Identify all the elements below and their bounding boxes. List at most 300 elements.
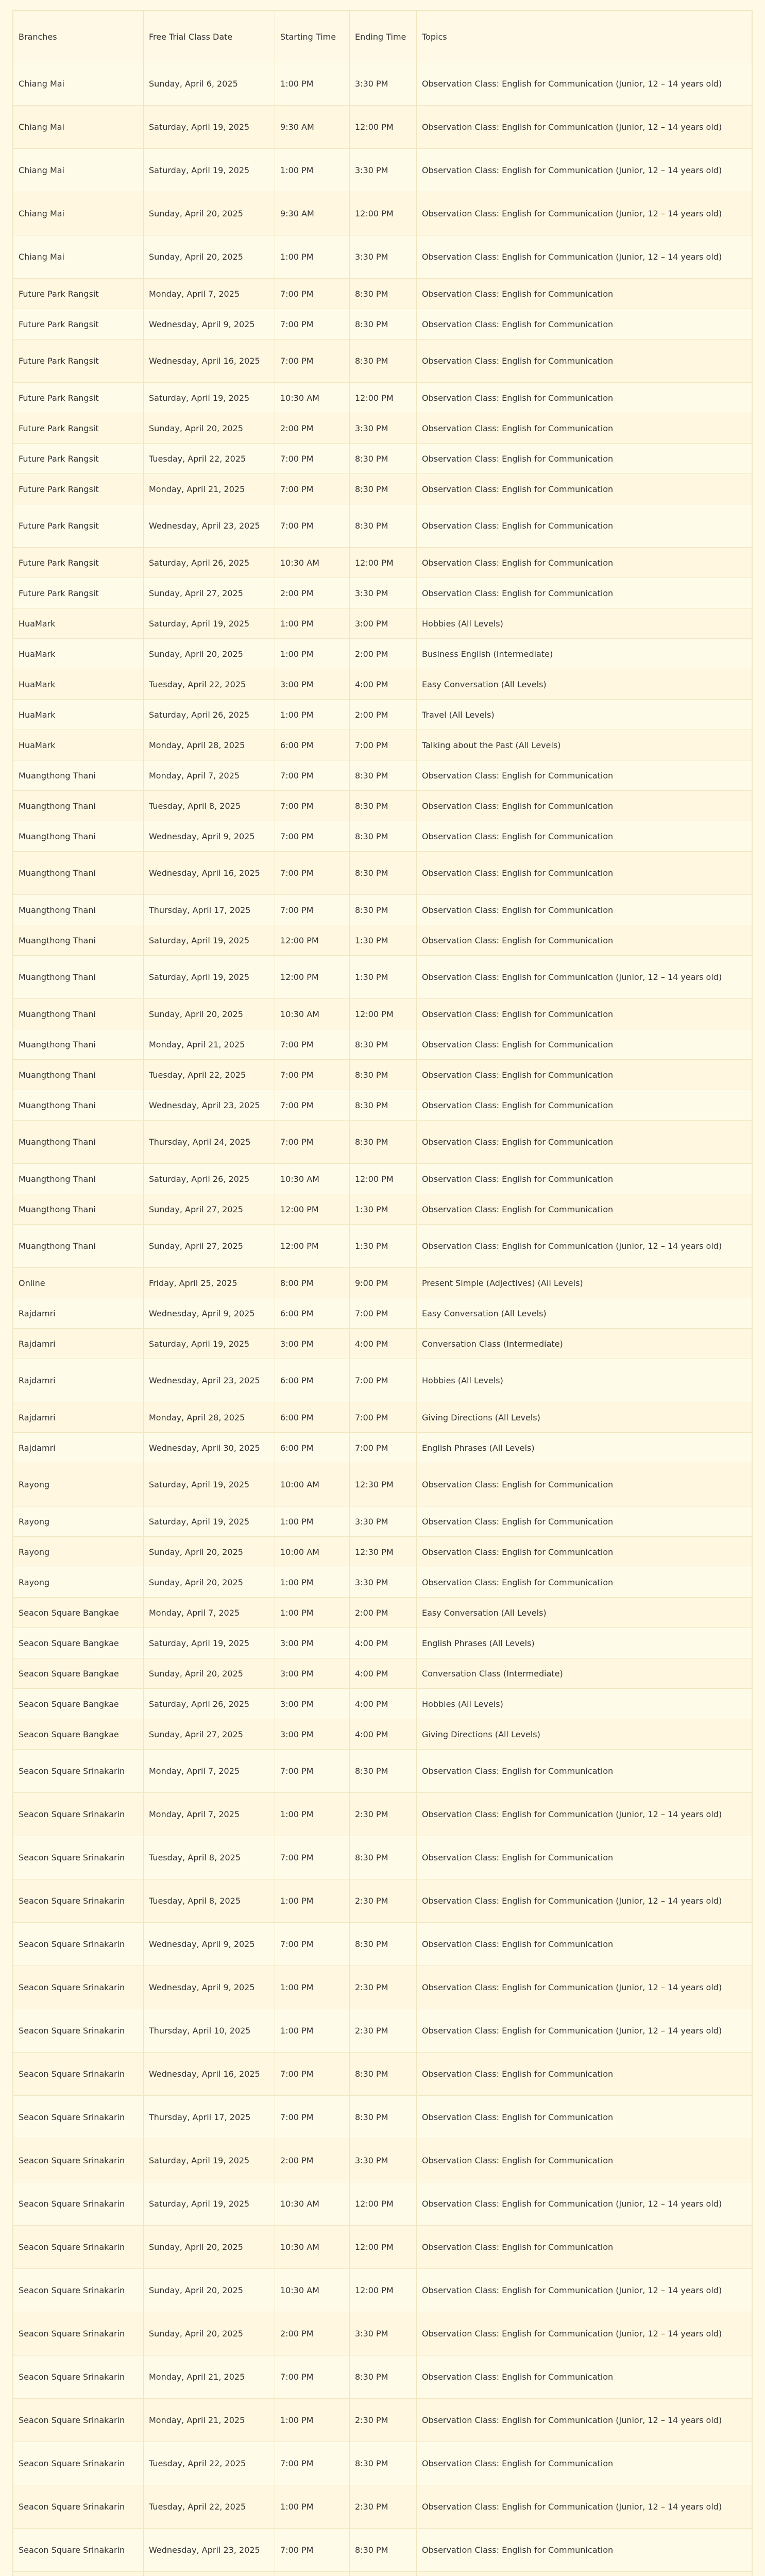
table-row bbox=[13, 700, 752, 730]
cell-date: Tuesday, April 22, 2025 bbox=[144, 444, 275, 474]
cell-branch: Future Park Rangsit bbox=[13, 279, 144, 309]
cell-branch: Muangthong Thani bbox=[13, 999, 144, 1029]
cell-branch: Future Park Rangsit bbox=[13, 383, 144, 413]
table-row bbox=[13, 821, 752, 852]
table-row bbox=[13, 1598, 752, 1628]
cell-date: Saturday, April 19, 2025 bbox=[144, 1329, 275, 1359]
cell-start-time: 10:30 AM bbox=[275, 2226, 350, 2269]
cell-end-time: 1:30 PM bbox=[350, 956, 417, 999]
cell-branch: Rajdamri bbox=[13, 1433, 144, 1463]
cell-branch: Seacon Square Bangkae bbox=[13, 1628, 144, 1658]
cell-end-time: 8:30 PM bbox=[350, 2442, 417, 2485]
cell-end-time: 4:00 PM bbox=[350, 1719, 417, 1750]
table-row bbox=[13, 2529, 752, 2572]
cell-end-time: 4:00 PM bbox=[350, 1689, 417, 1719]
cell-branch: Rajdamri bbox=[13, 1359, 144, 1402]
cell-topic: Observation Class: English for Communication bbox=[417, 999, 752, 1029]
cell-topic: Observation Class: English for Communication bbox=[417, 504, 752, 548]
cell-start-time: 10:30 AM bbox=[275, 383, 350, 413]
table-body bbox=[13, 62, 752, 2576]
cell-start-time: 7:00 PM bbox=[275, 1923, 350, 1966]
cell-branch: Rajdamri bbox=[13, 1402, 144, 1433]
cell-date: Sunday, April 20, 2025 bbox=[144, 192, 275, 235]
cell-start-time: 6:00 PM bbox=[275, 1402, 350, 1433]
cell-branch: Muangthong Thani bbox=[13, 760, 144, 791]
cell-end-time: 7:00 PM bbox=[350, 1359, 417, 1402]
cell-end-time: 2:30 PM bbox=[350, 2399, 417, 2442]
cell-topic: Observation Class: English for Communication (Junior, 12 – 14 years old) bbox=[417, 2269, 752, 2312]
cell-end-time: 2:00 PM bbox=[350, 700, 417, 730]
cell-branch: Future Park Rangsit bbox=[13, 309, 144, 340]
cell-end-time: 8:30 PM bbox=[350, 309, 417, 340]
cell-start-time: 6:00 PM bbox=[275, 730, 350, 760]
table-row bbox=[13, 309, 752, 340]
table-row bbox=[13, 192, 752, 235]
cell-topic: Observation Class: English for Communication bbox=[417, 383, 752, 413]
cell-start-time: 7:00 PM bbox=[275, 1750, 350, 1793]
table-row bbox=[13, 1567, 752, 1598]
cell-start-time: 1:00 PM bbox=[275, 235, 350, 279]
cell-branch: Seacon Square Srinakarin bbox=[13, 1793, 144, 1836]
cell-end-time: 8:30 PM bbox=[350, 504, 417, 548]
cell-topic: Observation Class: English for Communication bbox=[417, 1029, 752, 1060]
table-row bbox=[13, 1506, 752, 1537]
cell-start-time: 12:00 PM bbox=[275, 1194, 350, 1225]
cell-start-time: 7:00 PM bbox=[275, 895, 350, 925]
cell-branch: Seacon Square Srinakarin bbox=[13, 2312, 144, 2355]
table-row bbox=[13, 340, 752, 383]
cell-branch: Muangthong Thani bbox=[13, 1194, 144, 1225]
cell-end-time: 8:30 PM bbox=[350, 1750, 417, 1793]
cell-end-time: 2:30 PM bbox=[350, 2485, 417, 2529]
cell-date: Wednesday, April 16, 2025 bbox=[144, 340, 275, 383]
cell-branch: Seacon Square Srinakarin bbox=[13, 2442, 144, 2485]
cell-topic: Conversation Class (Intermediate) bbox=[417, 1658, 752, 1689]
cell-start-time: 10:30 AM bbox=[275, 1164, 350, 1194]
cell-branch: Muangthong Thani bbox=[13, 852, 144, 895]
table-row bbox=[13, 2139, 752, 2182]
table-row bbox=[13, 2485, 752, 2529]
cell-end-time: 3:30 PM bbox=[350, 1506, 417, 1537]
cell-start-time: 1:00 PM bbox=[275, 2399, 350, 2442]
cell-branch: Muangthong Thani bbox=[13, 925, 144, 956]
cell-date: Saturday, April 26, 2025 bbox=[144, 1689, 275, 1719]
cell-topic: Talking about the Past (All Levels) bbox=[417, 730, 752, 760]
cell-branch: Seacon Square Srinakarin bbox=[13, 1750, 144, 1793]
cell-start-time: 1:00 PM bbox=[275, 1879, 350, 1923]
cell-end-time: 1:30 PM bbox=[350, 1225, 417, 1268]
cell-topic: Hobbies (All Levels) bbox=[417, 1689, 752, 1719]
cell-date: Tuesday, April 8, 2025 bbox=[144, 1879, 275, 1923]
cell-end-time: 12:00 PM bbox=[350, 548, 417, 578]
cell-topic: Observation Class: English for Communication (Junior, 12 – 14 years old) bbox=[417, 2399, 752, 2442]
cell-start-time: 3:00 PM bbox=[275, 1689, 350, 1719]
cell-start-time: 2:00 PM bbox=[275, 2139, 350, 2182]
table-row bbox=[13, 2399, 752, 2442]
cell-end-time: 8:30 PM bbox=[350, 474, 417, 504]
cell-start-time: 2:00 PM bbox=[275, 413, 350, 444]
cell-end-time: 8:30 PM bbox=[350, 895, 417, 925]
cell-branch: Seacon Square Bangkae bbox=[13, 1689, 144, 1719]
cell-date: Thursday, April 17, 2025 bbox=[144, 2096, 275, 2139]
table-row bbox=[13, 1658, 752, 1689]
cell-date: Friday, April 25, 2025 bbox=[144, 1268, 275, 1298]
cell-branch: Future Park Rangsit bbox=[13, 340, 144, 383]
cell-date: Monday, April 7, 2025 bbox=[144, 1598, 275, 1628]
table-row bbox=[13, 383, 752, 413]
cell-branch: HuaMark bbox=[13, 700, 144, 730]
cell-end-time: 12:00 PM bbox=[350, 383, 417, 413]
cell-date: Sunday, April 27, 2025 bbox=[144, 578, 275, 608]
cell-start-time: 1:00 PM bbox=[275, 1793, 350, 1836]
cell-start-time: 7:00 PM bbox=[275, 1029, 350, 1060]
cell-start-time: 9:30 AM bbox=[275, 192, 350, 235]
cell-date: Saturday, April 19, 2025 bbox=[144, 2182, 275, 2226]
table-row bbox=[13, 279, 752, 309]
cell-end-time: 8:30 PM bbox=[350, 821, 417, 852]
cell-topic: Observation Class: English for Communication bbox=[417, 1164, 752, 1194]
cell-end-time: 3:30 PM bbox=[350, 149, 417, 192]
table-row bbox=[13, 413, 752, 444]
cell-branch: Seacon Square Srinakarin bbox=[13, 1923, 144, 1966]
cell-topic: Observation Class: English for Communication (Junior, 12 – 14 years old) bbox=[417, 106, 752, 149]
cell-start-time bbox=[275, 2572, 350, 2576]
cell-topic: Present Simple (Adjectives) (All Levels) bbox=[417, 1268, 752, 1298]
table-row bbox=[13, 474, 752, 504]
cell-start-time: 7:00 PM bbox=[275, 1060, 350, 1090]
cell-branch: Rajdamri bbox=[13, 1329, 144, 1359]
cell-topic: Easy Conversation (All Levels) bbox=[417, 1298, 752, 1329]
cell-end-time: 3:30 PM bbox=[350, 2139, 417, 2182]
table-row bbox=[13, 2355, 752, 2399]
cell-branch: HuaMark bbox=[13, 639, 144, 669]
cell-start-time: 10:30 AM bbox=[275, 2269, 350, 2312]
table-row bbox=[13, 1194, 752, 1225]
cell-topic: Observation Class: English for Communication bbox=[417, 1923, 752, 1966]
cell-topic: Observation Class: English for Communication (Junior, 12 – 14 years old) bbox=[417, 1966, 752, 2009]
cell-end-time: 8:30 PM bbox=[350, 279, 417, 309]
cell-end-time: 1:30 PM bbox=[350, 1194, 417, 1225]
header-starting-time: Starting Time bbox=[275, 11, 350, 62]
table-row bbox=[13, 444, 752, 474]
cell-branch: Rayong bbox=[13, 1567, 144, 1598]
table-row bbox=[13, 106, 752, 149]
cell-date: Saturday, April 19, 2025 bbox=[144, 2139, 275, 2182]
table-row bbox=[13, 1298, 752, 1329]
cell-end-time: 3:30 PM bbox=[350, 235, 417, 279]
cell-branch: Future Park Rangsit bbox=[13, 548, 144, 578]
cell-end-time: 3:30 PM bbox=[350, 578, 417, 608]
cell-topic: Observation Class: English for Communication bbox=[417, 2355, 752, 2399]
table-row bbox=[13, 1402, 752, 1433]
cell-date: Sunday, April 6, 2025 bbox=[144, 62, 275, 106]
table-row bbox=[13, 1719, 752, 1750]
cell-end-time: 1:30 PM bbox=[350, 925, 417, 956]
cell-start-time: 3:00 PM bbox=[275, 1329, 350, 1359]
cell-date: Sunday, April 20, 2025 bbox=[144, 1567, 275, 1598]
cell-date: Tuesday, April 22, 2025 bbox=[144, 2485, 275, 2529]
cell-branch: Chiang Mai bbox=[13, 106, 144, 149]
cell-branch: Rayong bbox=[13, 1537, 144, 1567]
cell-start-time: 6:00 PM bbox=[275, 1298, 350, 1329]
cell-date: Saturday, April 19, 2025 bbox=[144, 956, 275, 999]
table-row bbox=[13, 1164, 752, 1194]
cell-branch: HuaMark bbox=[13, 608, 144, 639]
cell-topic: Observation Class: English for Communication (Junior, 12 – 14 years old) bbox=[417, 1793, 752, 1836]
cell-start-time: 8:00 PM bbox=[275, 1268, 350, 1298]
cell-branch: Seacon Square Srinakarin bbox=[13, 2226, 144, 2269]
table-row bbox=[13, 791, 752, 821]
cell-topic: Observation Class: English for Communication bbox=[417, 2226, 752, 2269]
cell-start-time: 7:00 PM bbox=[275, 474, 350, 504]
cell-date: Monday, April 7, 2025 bbox=[144, 1793, 275, 1836]
cell-topic: Observation Class: English for Communication bbox=[417, 1194, 752, 1225]
table-row bbox=[13, 62, 752, 106]
cell-date: Wednesday, April 16, 2025 bbox=[144, 2053, 275, 2096]
cell-topic: Observation Class: English for Communication bbox=[417, 279, 752, 309]
cell-date: Wednesday, April 23, 2025 bbox=[144, 1359, 275, 1402]
cell-start-time: 6:00 PM bbox=[275, 1359, 350, 1402]
cell-topic: English Phrases (All Levels) bbox=[417, 1628, 752, 1658]
table-row bbox=[13, 1628, 752, 1658]
cell-date: Thursday, April 24, 2025 bbox=[144, 1121, 275, 1164]
cell-topic: Observation Class: English for Communication bbox=[417, 309, 752, 340]
cell-branch: Seacon Square Srinakarin bbox=[13, 2485, 144, 2529]
header-ending-time: Ending Time bbox=[350, 11, 417, 62]
cell-start-time: 1:00 PM bbox=[275, 1567, 350, 1598]
cell-date: Thursday, April 10, 2025 bbox=[144, 2009, 275, 2053]
cell-date: Wednesday, April 23, 2025 bbox=[144, 2529, 275, 2572]
cell-branch: Muangthong Thani bbox=[13, 1029, 144, 1060]
cell-branch: Seacon Square Srinakarin bbox=[13, 2096, 144, 2139]
cell-branch: Seacon Square Srinakarin bbox=[13, 2139, 144, 2182]
header-branches: Branches bbox=[13, 11, 144, 62]
cell-topic: Observation Class: English for Communication (Junior, 12 – 14 years old) bbox=[417, 956, 752, 999]
table-row bbox=[13, 1879, 752, 1923]
cell-end-time: 8:30 PM bbox=[350, 1029, 417, 1060]
cell-end-time: 8:30 PM bbox=[350, 852, 417, 895]
cell-topic: Observation Class: English for Communication bbox=[417, 2139, 752, 2182]
cell-date bbox=[144, 2572, 275, 2576]
cell-branch: Muangthong Thani bbox=[13, 821, 144, 852]
cell-date: Sunday, April 27, 2025 bbox=[144, 1719, 275, 1750]
cell-end-time: 9:00 PM bbox=[350, 1268, 417, 1298]
cell-end-time: 2:00 PM bbox=[350, 1598, 417, 1628]
cell-start-time: 7:00 PM bbox=[275, 309, 350, 340]
cell-topic: Easy Conversation (All Levels) bbox=[417, 1598, 752, 1628]
table-row bbox=[13, 2226, 752, 2269]
cell-end-time: 12:30 PM bbox=[350, 1463, 417, 1506]
cell-start-time: 1:00 PM bbox=[275, 1506, 350, 1537]
schedule-table-container bbox=[12, 10, 753, 2576]
cell-start-time: 10:30 AM bbox=[275, 548, 350, 578]
cell-date: Wednesday, April 9, 2025 bbox=[144, 1966, 275, 2009]
cell-topic: Observation Class: English for Communication bbox=[417, 1121, 752, 1164]
cell-start-time: 7:00 PM bbox=[275, 444, 350, 474]
cell-end-time: 8:30 PM bbox=[350, 1836, 417, 1879]
cell-start-time: 12:00 PM bbox=[275, 1225, 350, 1268]
cell-start-time: 6:00 PM bbox=[275, 1433, 350, 1463]
cell-topic: Observation Class: English for Communication bbox=[417, 444, 752, 474]
cell-topic: Observation Class: English for Communication bbox=[417, 852, 752, 895]
table-row bbox=[13, 1923, 752, 1966]
cell-date: Monday, April 7, 2025 bbox=[144, 1750, 275, 1793]
cell-start-time: 7:00 PM bbox=[275, 852, 350, 895]
table-row bbox=[13, 669, 752, 700]
cell-topic: Hobbies (All Levels) bbox=[417, 1359, 752, 1402]
cell-end-time: 2:00 PM bbox=[350, 639, 417, 669]
cell-end-time: 3:30 PM bbox=[350, 413, 417, 444]
cell-branch: Chiang Mai bbox=[13, 235, 144, 279]
table-row bbox=[13, 2053, 752, 2096]
cell-end-time: 8:30 PM bbox=[350, 1121, 417, 1164]
cell-topic: Observation Class: English for Communication bbox=[417, 2096, 752, 2139]
cell-end-time: 8:30 PM bbox=[350, 2096, 417, 2139]
cell-topic: Observation Class: English for Communication bbox=[417, 2442, 752, 2485]
cell-start-time: 2:00 PM bbox=[275, 2312, 350, 2355]
cell-topic: Observation Class: English for Communication (Junior, 12 – 14 years old) bbox=[417, 192, 752, 235]
cell-date: Wednesday, April 30, 2025 bbox=[144, 1433, 275, 1463]
cell-end-time: 4:00 PM bbox=[350, 1329, 417, 1359]
cell-topic: Observation Class: English for Communication bbox=[417, 413, 752, 444]
cell-date: Saturday, April 19, 2025 bbox=[144, 149, 275, 192]
cell-date: Monday, April 7, 2025 bbox=[144, 760, 275, 791]
table-row bbox=[13, 2096, 752, 2139]
cell-end-time: 12:00 PM bbox=[350, 2226, 417, 2269]
cell-branch: Seacon Square Srinakarin bbox=[13, 2355, 144, 2399]
cell-start-time: 1:00 PM bbox=[275, 1966, 350, 2009]
table-row bbox=[13, 1359, 752, 1402]
cell-start-time: 1:00 PM bbox=[275, 2009, 350, 2053]
cell-branch: Future Park Rangsit bbox=[13, 444, 144, 474]
cell-topic: Business English (Intermediate) bbox=[417, 639, 752, 669]
cell-end-time: 8:30 PM bbox=[350, 444, 417, 474]
table-row bbox=[13, 1537, 752, 1567]
cell-end-time: 12:00 PM bbox=[350, 106, 417, 149]
cell-branch: Future Park Rangsit bbox=[13, 504, 144, 548]
cell-start-time: 10:00 AM bbox=[275, 1463, 350, 1506]
cell-start-time: 12:00 PM bbox=[275, 925, 350, 956]
table-row bbox=[13, 999, 752, 1029]
cell-date: Wednesday, April 16, 2025 bbox=[144, 852, 275, 895]
cell-branch: Seacon Square Bangkae bbox=[13, 1658, 144, 1689]
cell-start-time: 7:00 PM bbox=[275, 2053, 350, 2096]
cell-date: Sunday, April 20, 2025 bbox=[144, 1537, 275, 1567]
cell-start-time: 1:00 PM bbox=[275, 1598, 350, 1628]
cell-topic: Observation Class: English for Communication bbox=[417, 1836, 752, 1879]
cell-topic: Observation Class: English for Communication bbox=[417, 474, 752, 504]
cell-branch: Future Park Rangsit bbox=[13, 474, 144, 504]
cell-start-time: 1:00 PM bbox=[275, 149, 350, 192]
cell-date: Monday, April 21, 2025 bbox=[144, 2355, 275, 2399]
cell-start-time: 12:00 PM bbox=[275, 956, 350, 999]
table-row bbox=[13, 504, 752, 548]
cell-date: Saturday, April 19, 2025 bbox=[144, 925, 275, 956]
table-row bbox=[13, 1225, 752, 1268]
cell-branch: Seacon Square Srinakarin bbox=[13, 2399, 144, 2442]
table-row bbox=[13, 852, 752, 895]
cell-end-time: 12:30 PM bbox=[350, 1537, 417, 1567]
cell-date: Monday, April 7, 2025 bbox=[144, 279, 275, 309]
cell-branch: Muangthong Thani bbox=[13, 1164, 144, 1194]
cell-end-time: 8:30 PM bbox=[350, 760, 417, 791]
cell-branch: Seacon Square Srinakarin bbox=[13, 2009, 144, 2053]
cell-branch: Rajdamri bbox=[13, 1298, 144, 1329]
cell-end-time: 8:30 PM bbox=[350, 2053, 417, 2096]
cell-branch: Chiang Mai bbox=[13, 192, 144, 235]
cell-end-time: 4:00 PM bbox=[350, 669, 417, 700]
cell-topic: Observation Class: English for Communication (Junior, 12 – 14 years old) bbox=[417, 149, 752, 192]
table-row bbox=[13, 1793, 752, 1836]
cell-start-time: 1:00 PM bbox=[275, 639, 350, 669]
cell-date: Saturday, April 19, 2025 bbox=[144, 1628, 275, 1658]
cell-end-time: 2:30 PM bbox=[350, 1966, 417, 2009]
cell-branch: Seacon Square Bangkae bbox=[13, 1598, 144, 1628]
cell-branch: Seacon Square Srinakarin bbox=[13, 1879, 144, 1923]
cell-date: Saturday, April 26, 2025 bbox=[144, 548, 275, 578]
cell-start-time: 10:30 AM bbox=[275, 999, 350, 1029]
table-row bbox=[13, 2009, 752, 2053]
cell-date: Wednesday, April 9, 2025 bbox=[144, 1298, 275, 1329]
table-row bbox=[13, 2442, 752, 2485]
cell-topic: Observation Class: English for Communication bbox=[417, 578, 752, 608]
cell-start-time: 7:00 PM bbox=[275, 2442, 350, 2485]
cell-topic: Observation Class: English for Communication bbox=[417, 760, 752, 791]
cell-start-time: 1:00 PM bbox=[275, 608, 350, 639]
cell-end-time bbox=[350, 2572, 417, 2576]
cell-topic: Giving Directions (All Levels) bbox=[417, 1402, 752, 1433]
cell-date: Saturday, April 19, 2025 bbox=[144, 383, 275, 413]
cell-date: Sunday, April 27, 2025 bbox=[144, 1194, 275, 1225]
cell-start-time: 3:00 PM bbox=[275, 669, 350, 700]
header-topics: Topics bbox=[417, 11, 752, 62]
cell-date: Wednesday, April 9, 2025 bbox=[144, 309, 275, 340]
cell-date: Sunday, April 27, 2025 bbox=[144, 1225, 275, 1268]
table-row bbox=[13, 956, 752, 999]
cell-branch: Seacon Square Bangkae bbox=[13, 1719, 144, 1750]
table-row bbox=[13, 2182, 752, 2226]
cell-topic: Observation Class: English for Communication bbox=[417, 791, 752, 821]
cell-branch: Muangthong Thani bbox=[13, 1090, 144, 1121]
cell-start-time: 7:00 PM bbox=[275, 821, 350, 852]
cell-date: Saturday, April 19, 2025 bbox=[144, 106, 275, 149]
table-row bbox=[13, 1268, 752, 1298]
table-row bbox=[13, 1689, 752, 1719]
cell-start-time: 7:00 PM bbox=[275, 2529, 350, 2572]
table-row bbox=[13, 1836, 752, 1879]
cell-end-time: 8:30 PM bbox=[350, 2529, 417, 2572]
cell-topic bbox=[417, 2572, 752, 2576]
cell-end-time: 7:00 PM bbox=[350, 1402, 417, 1433]
cell-end-time: 3:00 PM bbox=[350, 608, 417, 639]
cell-end-time: 8:30 PM bbox=[350, 2355, 417, 2399]
cell-topic: English Phrases (All Levels) bbox=[417, 1433, 752, 1463]
cell-start-time: 9:30 AM bbox=[275, 106, 350, 149]
cell-date: Monday, April 21, 2025 bbox=[144, 2399, 275, 2442]
cell-date: Sunday, April 20, 2025 bbox=[144, 2226, 275, 2269]
cell-end-time: 2:30 PM bbox=[350, 1879, 417, 1923]
table-row bbox=[13, 1433, 752, 1463]
cell-date: Saturday, April 19, 2025 bbox=[144, 1463, 275, 1506]
cell-end-time: 3:30 PM bbox=[350, 1567, 417, 1598]
cell-topic: Observation Class: English for Communication (Junior, 12 – 14 years old) bbox=[417, 235, 752, 279]
cell-end-time: 3:30 PM bbox=[350, 2312, 417, 2355]
cell-date: Sunday, April 20, 2025 bbox=[144, 413, 275, 444]
table-row bbox=[13, 1060, 752, 1090]
cell-branch: Online bbox=[13, 1268, 144, 1298]
cell-date: Wednesday, April 9, 2025 bbox=[144, 821, 275, 852]
cell-branch bbox=[13, 2572, 144, 2576]
